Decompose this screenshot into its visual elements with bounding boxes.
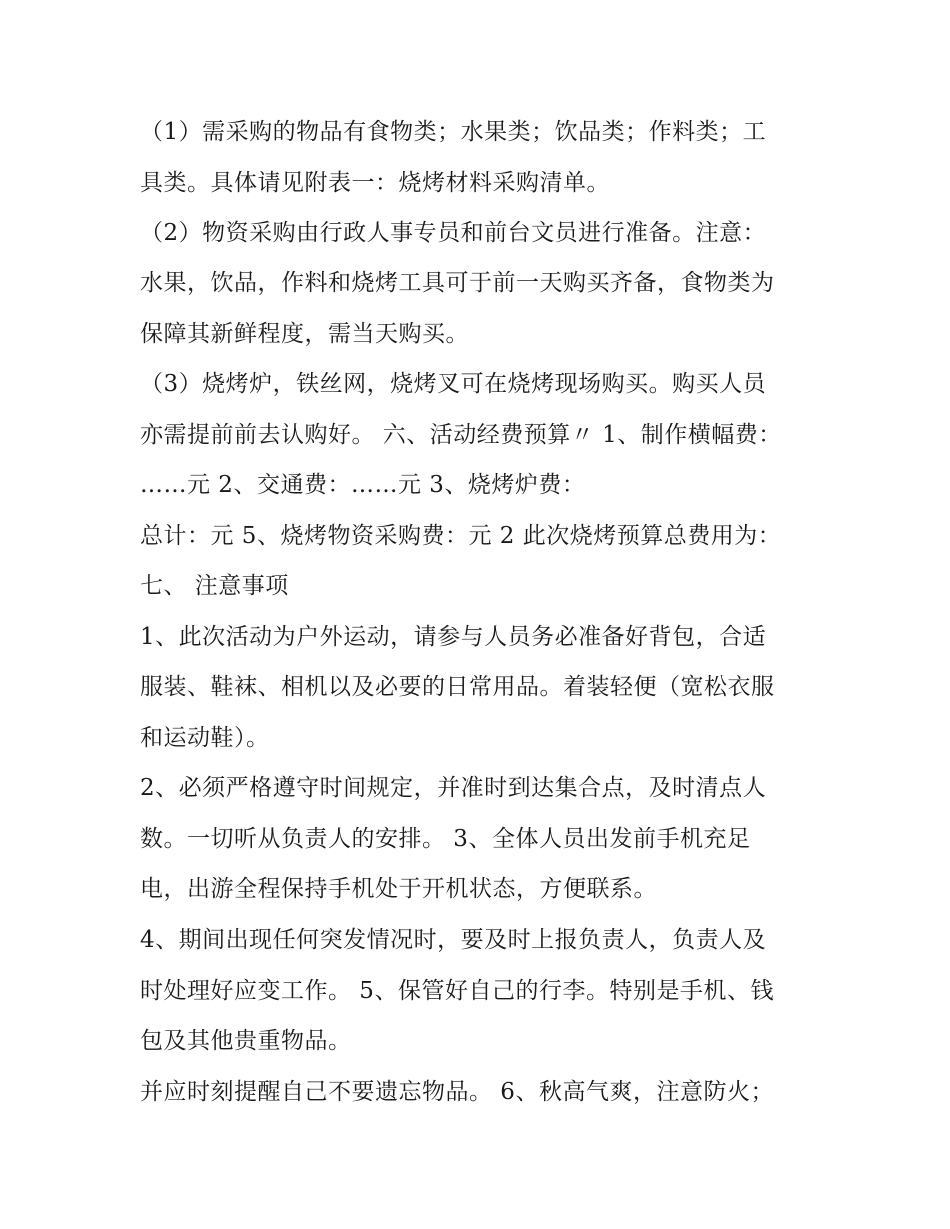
text-line: 服装、鞋袜、相机以及必要的日常用品。着装轻便（宽松衣服 (140, 674, 775, 700)
text-line: 保障其新鲜程度，需当天购买。 (140, 321, 469, 347)
text-line: 包及其他贵重物品。 (140, 1028, 352, 1054)
text-line: ……元 2、交通费：……元 3、烧烤炉费： (140, 472, 586, 498)
text-line: （3）烧烤炉，铁丝网，烧烤叉可在烧烤现场购买。购买人员 (140, 371, 767, 397)
text-line: 1、此次活动为户外运动，请参与人员务必准备好背包，合适 (140, 624, 767, 650)
text-line: 时处理好应变工作。 5、保管好自己的行李。特别是手机、钱 (140, 978, 774, 1004)
section-heading: 七、 注意事项 (140, 573, 289, 599)
text-line: （1）需采购的物品有食物类；水果类；饮品类；作料类；工 (140, 119, 767, 145)
text-line: 亦需提前前去认购好。 六、活动经费预算〃 1、制作横幅费： (140, 422, 782, 448)
text-line: 电，出游全程保持手机处于开机状态，方便联系。 (140, 876, 657, 902)
text-line: 水果，饮品，作料和烧烤工具可于前一天购买齐备，食物类为 (140, 270, 775, 296)
text-line: 并应时刻提醒自己不要遗忘物品。 6、秋高气爽，注意防火； (140, 1079, 774, 1105)
text-line: （2）物资采购由行政人事专员和前台文员进行准备。注意： (140, 220, 767, 246)
text-line: 具类。具体请见附表一：烧烤材料采购清单。 (140, 170, 610, 196)
text-line: 4、期间出现任何突发情况时，要及时上报负责人，负责人及 (140, 927, 767, 953)
text-line: 总计：元 5、烧烤物资采购费：元 2 此次烧烤预算总费用为： (140, 523, 782, 549)
text-line: 数。一切听从负责人的安排。 3、全体人员出发前手机充足 (140, 826, 751, 852)
text-line: 2、必须严格遵守时间规定，并准时到达集合点，及时清点人 (140, 775, 767, 801)
text-line: 和运动鞋）。 (140, 725, 270, 751)
